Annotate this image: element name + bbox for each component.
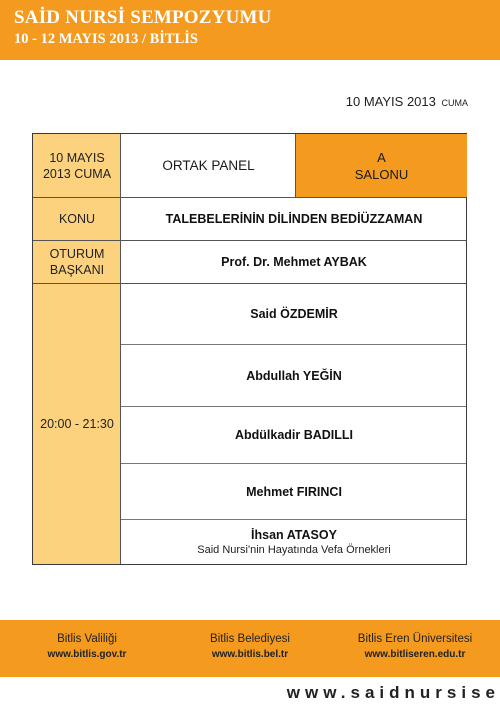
symposium-title: SAİD NURSİ SEMPOZYUMU xyxy=(14,7,272,28)
website-url[interactable]: www.saidnursise xyxy=(286,683,500,702)
time-cell: 20:00 - 21:30 xyxy=(33,284,121,564)
speaker-1: Said ÖZDEMİR xyxy=(250,307,338,321)
sponsor-url[interactable]: www.bitliseren.edu.tr xyxy=(364,649,466,660)
sponsor-name: Bitlis Belediyesi xyxy=(210,633,290,645)
session-type: ORTAK PANEL xyxy=(162,158,255,173)
table-divider xyxy=(120,134,121,564)
sponsor-url[interactable]: www.bitlis.gov.tr xyxy=(47,649,127,660)
sponsor-municipality xyxy=(180,633,320,660)
footer-banner xyxy=(0,620,500,677)
speaker-5: İhsan ATASOY xyxy=(251,528,337,542)
session-dateline xyxy=(346,94,468,109)
speaker-2: Abdullah YEĞİN xyxy=(246,368,342,383)
speaker-5-talk-title: Said Nursi'nin Hayatında Vefa Örnekleri xyxy=(197,544,391,556)
speaker-4: Mehmet FIRINCI xyxy=(246,484,342,499)
sponsor-url[interactable]: www.bitlis.bel.tr xyxy=(211,649,289,660)
table-divider xyxy=(121,519,466,520)
table-divider xyxy=(121,344,466,345)
table-divider xyxy=(33,240,466,241)
sponsor-governorship xyxy=(22,633,152,660)
table-divider xyxy=(33,283,466,284)
table-divider xyxy=(121,406,466,407)
hall-cell: A SALONU xyxy=(296,134,467,197)
topic-title: TALEBELERİNİN DİLİNDEN BEDİÜZZAMAN xyxy=(165,212,423,226)
program-table xyxy=(32,133,467,565)
speaker-3: Abdülkadir BADILLI xyxy=(234,428,354,442)
dateline-date: 10 MAYIS 2013 xyxy=(345,94,436,109)
session-chair: Prof. Dr. Mehmet AYBAK xyxy=(221,255,367,269)
symposium-dates: 10 - 12 MAYIS 2013 / BİTLİS xyxy=(14,31,198,47)
dateline-day: CUMA xyxy=(441,98,468,108)
table-divider xyxy=(295,134,296,197)
table-divider xyxy=(121,463,466,464)
speaker-5-cell xyxy=(121,520,467,564)
sponsor-name: Bitlis Eren Üniversitesi xyxy=(357,633,473,645)
table-divider xyxy=(33,197,466,198)
sponsor-university xyxy=(335,633,495,660)
date-cell: 10 MAYIS 2013 CUMA xyxy=(33,134,121,197)
header-banner xyxy=(0,0,500,60)
sponsor-name: Bitlis Valiliği xyxy=(57,633,117,645)
topic-label: KONU xyxy=(33,198,121,240)
chair-label: OTURUM BAŞKANI xyxy=(33,241,121,283)
